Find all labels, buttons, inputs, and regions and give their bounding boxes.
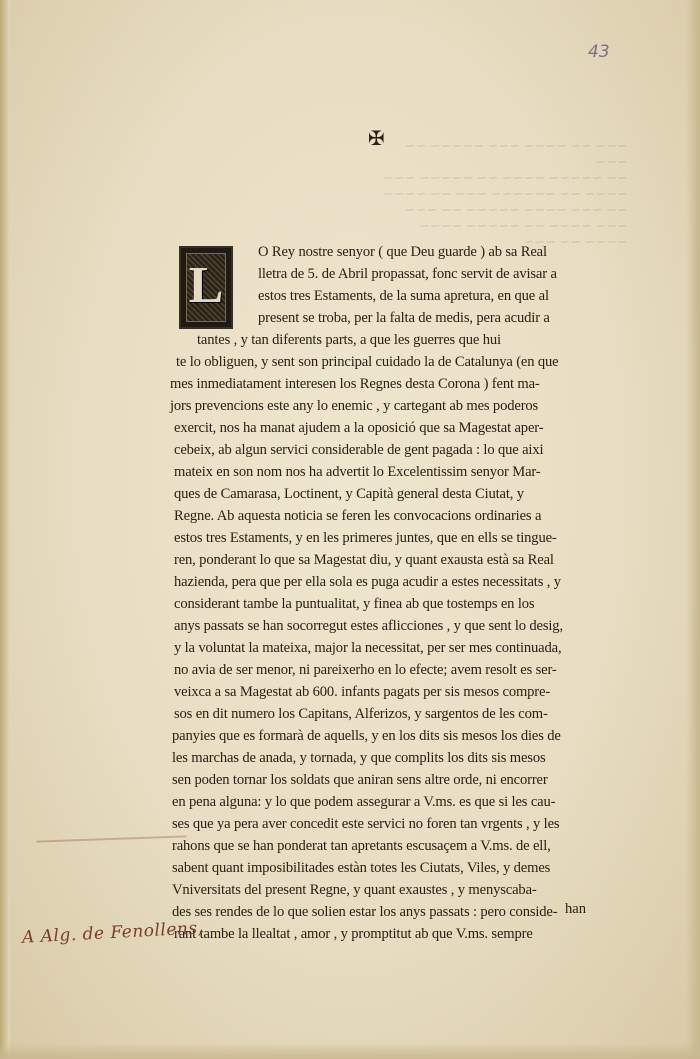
text-line: anys passats se han socorregut estes aflicciones , y que sent lo desig,: [174, 618, 563, 634]
page-binding-edge: [0, 0, 10, 1059]
text-line: tantes , y tan diferents parts, a que les guerres que hui: [197, 332, 501, 348]
show-through-bleed: ∼∼∼ ∼∼ ∼∼∼∼ ∼∼∼ ∼∼∼∼∼ ∼∼ ∼∼∼ ∼∼ ∼∼∼∼∼ ∼∼∼∼ ∼∼ ∼∼∼∼∼ ∼∼∼ ∼∼∼∼ ∼∼ ∼∼∼∼∼∼ ∼∼∼ ∼∼ ∼∼∼∼ ∼∼ ∼∼∼ ∼∼∼∼ ∼∼∼∼∼ ∼∼ ∼∼∼ ∼∼∼ ∼∼∼∼ ∼∼ ∼∼∼∼∼ ∼∼∼∼ ∼∼∼∼ ∼∼ ∼∼∼: [383, 138, 628, 243]
text-line: mes inmediatament interesen los Regnes desta Corona ) fent ma-: [170, 376, 540, 392]
text-line: Regne. Ab aquesta noticia se feren les convocacions ordinaries a: [174, 508, 542, 524]
page-bottom-edge: [0, 1043, 700, 1059]
text-line: ques de Camarasa, Loctinent, y Capità general desta Ciutat, y: [174, 486, 524, 502]
text-line: estos tres Estaments, de la suma apretura, en que al: [258, 288, 549, 304]
text-line: estos tres Estaments, y en les primeres juntes, que en ells se tingue-: [174, 530, 557, 546]
handwritten-signature: A Alg. de Fenollens,: [21, 918, 204, 948]
drop-cap-letter: L: [188, 257, 224, 314]
text-line: veixca a sa Magestat ab 600. infants pagats per sis mesos compre-: [174, 684, 551, 700]
ink-bleed-mark: [36, 809, 187, 842]
text-line: cebeix, ab algun servici considerable de gent pagada : lo que aixi: [174, 442, 544, 458]
text-line: sos en dit numero los Capitans, Alferizos, y sargentos de les com-: [174, 706, 548, 722]
text-line: exercit, nos ha manat ajudem a la oposició que sa Magestat aper-: [174, 420, 544, 436]
text-line: sen poden tornar los soldats que aniran sens altre orde, ni encorrer: [172, 772, 548, 788]
text-line: rant tambe la llealtat , amor , y promptitut ab que V.ms. sempre: [174, 926, 533, 942]
decorated-initial: [179, 246, 233, 329]
text-line: les marchas de anada, y tornada, y que complits los dits sis mesos: [172, 750, 546, 766]
text-line: mateix en son nom nos ha advertit lo Excelentissim senyor Mar-: [174, 464, 541, 480]
cross-ornament: ✠: [368, 126, 385, 150]
text-line: no avia de ser menor, ni pareixerho en lo efecte; avem resolt es ser-: [174, 662, 557, 678]
text-line: panyies que es formarà de aquells, y en los dits sis mesos los dies de: [172, 728, 561, 744]
catchword: han: [565, 901, 587, 917]
text-line: Vniversitats del present Regne, y quant exaustes , y menyscaba-: [172, 882, 537, 898]
text-line: des ses rendes de lo que solien estar los anys passats : pero conside-: [172, 904, 558, 920]
text-line: considerant tambe la puntualitat, y finea ab que tostemps en los: [174, 596, 535, 612]
text-line: sabent quant imposibilitades estàn totes les Ciutats, Viles, y demes: [172, 860, 551, 876]
text-line: lletra de 5. de Abril propassat, fonc servit de avisar a: [258, 266, 557, 282]
text-line: rahons que se han ponderat tan apretants escusaçem a V.ms. de ell,: [172, 838, 551, 854]
text-line: hazienda, pera que per ella sola es puga acudir a estes necessitats , y: [174, 574, 561, 590]
text-line: jors prevencions este any lo enemic , y cartegant ab mes poderos: [170, 398, 539, 414]
text-line: ren, ponderant lo que sa Magestat diu, y quant exausta està sa Real: [174, 552, 554, 568]
text-line: ses que ya pera aver concedit este servici no foren tan vrgents , y les: [172, 816, 560, 832]
text-line: te lo obliguen, y sent son principal cuidado la de Catalunya (en que: [176, 354, 559, 370]
text-line: O Rey nostre senyor ( que Deu guarde ) ab sa Real: [258, 244, 547, 260]
text-line: present se troba, per la falta de medis, pera acudir a: [258, 310, 550, 326]
text-line: en pena alguna: y lo que podem assegurar a V.ms. es que si les cau-: [172, 794, 556, 810]
page-right-edge: [686, 0, 700, 1059]
folio-number: 43: [588, 42, 610, 62]
text-line: y la voluntat la mateixa, major la necessitat, per ser mes continuada,: [174, 640, 562, 656]
